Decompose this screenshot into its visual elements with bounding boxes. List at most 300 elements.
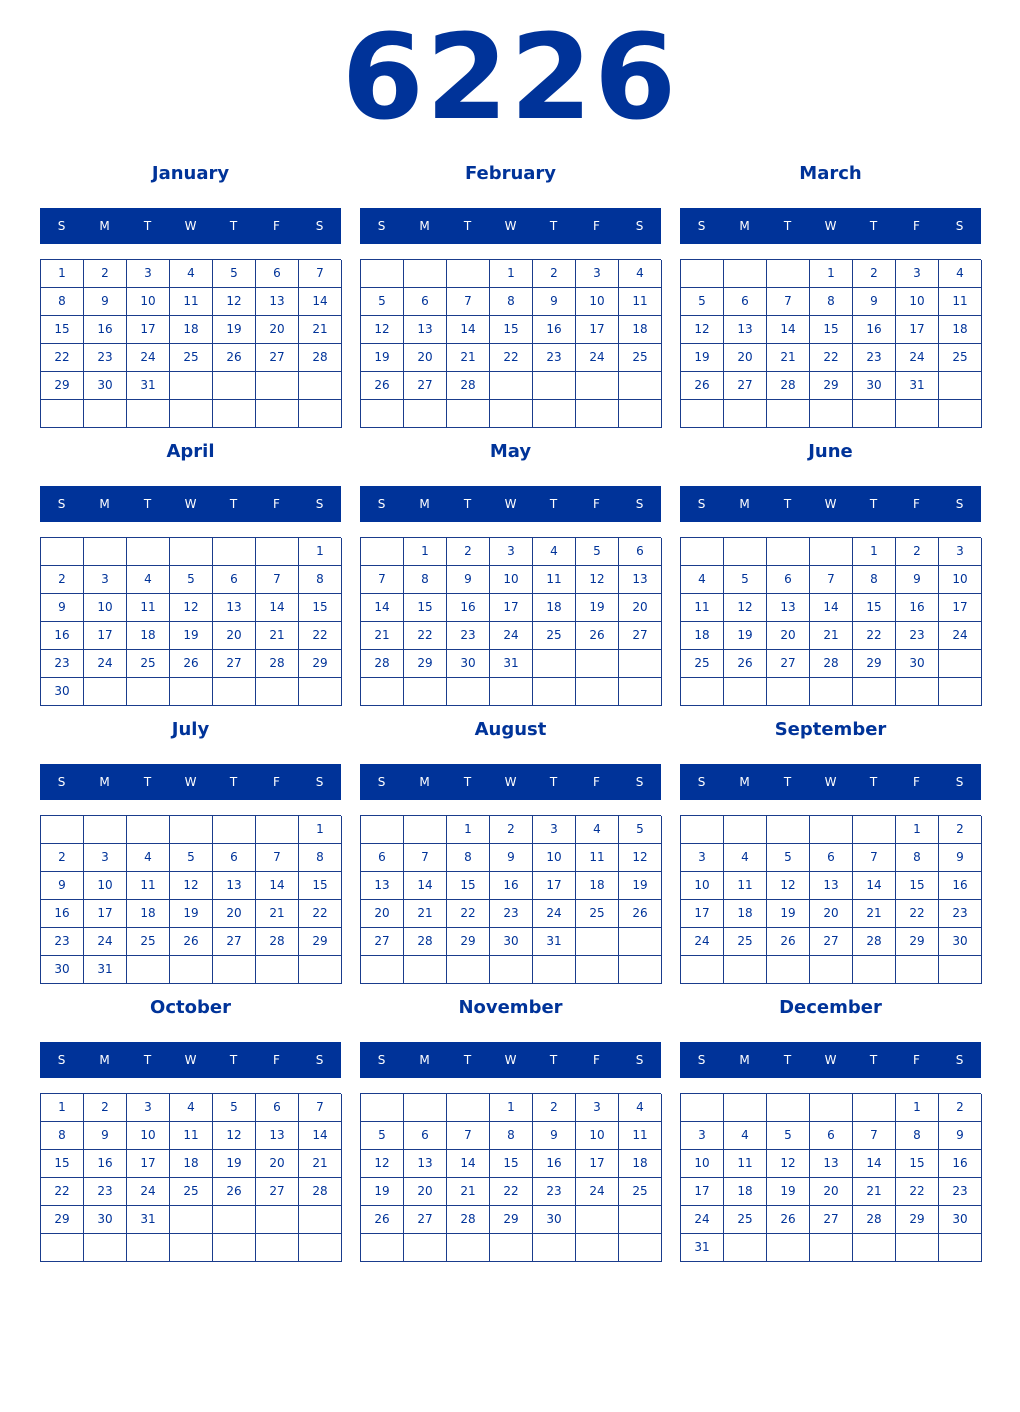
day-cell: 15 — [404, 594, 447, 622]
day-cell: 16 — [853, 316, 896, 344]
weekday-label: T — [783, 219, 792, 233]
empty-day-cell — [447, 400, 490, 428]
day-cell: 14 — [256, 594, 299, 622]
day-cell: 9 — [533, 1122, 576, 1150]
empty-day-cell — [939, 1234, 982, 1262]
day-cell: 25 — [939, 344, 982, 372]
weekday-label: F — [273, 497, 280, 511]
day-cell: 18 — [619, 1150, 662, 1178]
day-cell: 19 — [361, 1178, 404, 1206]
weekday-label: F — [913, 775, 920, 789]
day-cell: 25 — [724, 928, 767, 956]
weekday-label: W — [184, 775, 197, 789]
weekday-header — [680, 1042, 981, 1078]
day-cell: 23 — [41, 650, 84, 678]
day-cell: 21 — [299, 316, 342, 344]
weekday-label: S — [635, 219, 644, 233]
day-cell: 12 — [619, 844, 662, 872]
day-cell: 15 — [447, 872, 490, 900]
day-cell: 21 — [361, 622, 404, 650]
day-cell: 27 — [361, 928, 404, 956]
weekday-label: W — [824, 219, 837, 233]
day-cell: 8 — [853, 566, 896, 594]
empty-day-cell — [724, 538, 767, 566]
month-july — [40, 718, 341, 982]
day-cell: 9 — [84, 288, 127, 316]
weekday-label: T — [143, 775, 152, 789]
day-cell: 25 — [127, 650, 170, 678]
empty-day-cell — [853, 678, 896, 706]
empty-day-cell — [84, 816, 127, 844]
day-cell: 17 — [490, 594, 533, 622]
day-cell: 1 — [404, 538, 447, 566]
day-cell: 4 — [724, 844, 767, 872]
month-name: May — [489, 441, 532, 462]
day-cell: 16 — [84, 316, 127, 344]
empty-day-cell — [170, 1234, 213, 1262]
empty-day-cell — [299, 400, 342, 428]
empty-day-cell — [490, 400, 533, 428]
day-cell: 23 — [939, 1178, 982, 1206]
day-cell: 29 — [447, 928, 490, 956]
day-cell: 22 — [490, 344, 533, 372]
day-cell: 17 — [896, 316, 939, 344]
day-cell: 15 — [41, 1150, 84, 1178]
weekday-label: S — [635, 497, 644, 511]
weekday-label: W — [504, 497, 517, 511]
empty-day-cell — [41, 1234, 84, 1262]
empty-day-cell — [447, 1094, 490, 1122]
day-cell: 30 — [939, 1206, 982, 1234]
empty-day-cell — [576, 650, 619, 678]
day-cell: 24 — [84, 928, 127, 956]
weekday-label: F — [913, 1053, 920, 1067]
day-cell: 25 — [576, 900, 619, 928]
weekday-header — [40, 486, 341, 522]
weekday-label: T — [783, 775, 792, 789]
day-cell: 6 — [810, 844, 853, 872]
day-cell: 21 — [256, 900, 299, 928]
day-cell: 16 — [41, 622, 84, 650]
day-cell: 28 — [404, 928, 447, 956]
month-name: February — [464, 163, 557, 184]
month-august — [360, 718, 661, 982]
day-cell: 18 — [724, 900, 767, 928]
empty-day-cell — [939, 678, 982, 706]
empty-day-cell — [41, 400, 84, 428]
day-cell: 12 — [576, 566, 619, 594]
day-cell: 31 — [84, 956, 127, 984]
weekday-header — [360, 1042, 661, 1078]
empty-day-cell — [619, 1234, 662, 1262]
weekday-label: T — [869, 775, 878, 789]
day-cell: 6 — [361, 844, 404, 872]
empty-day-cell — [41, 816, 84, 844]
empty-day-cell — [681, 956, 724, 984]
day-cell: 30 — [41, 678, 84, 706]
day-cell: 6 — [404, 1122, 447, 1150]
empty-day-cell — [213, 1234, 256, 1262]
weekday-label: F — [593, 775, 600, 789]
empty-day-cell — [127, 400, 170, 428]
day-cell: 27 — [256, 344, 299, 372]
day-cell: 13 — [256, 288, 299, 316]
day-cell: 15 — [299, 594, 342, 622]
day-cell: 24 — [127, 344, 170, 372]
day-cell: 4 — [170, 1094, 213, 1122]
day-cell: 14 — [853, 1150, 896, 1178]
day-cell: 26 — [170, 650, 213, 678]
day-cell: 13 — [361, 872, 404, 900]
empty-day-cell — [533, 372, 576, 400]
day-cell: 2 — [533, 1094, 576, 1122]
day-cell: 2 — [84, 260, 127, 288]
day-cell: 27 — [810, 1206, 853, 1234]
day-cell: 14 — [810, 594, 853, 622]
empty-day-cell — [724, 260, 767, 288]
empty-day-cell — [619, 928, 662, 956]
empty-day-cell — [533, 650, 576, 678]
weekday-label: T — [463, 1053, 472, 1067]
empty-day-cell — [361, 1094, 404, 1122]
day-cell: 25 — [170, 1178, 213, 1206]
day-cell: 8 — [896, 844, 939, 872]
empty-day-cell — [213, 1206, 256, 1234]
empty-day-cell — [767, 1234, 810, 1262]
day-cell: 9 — [41, 594, 84, 622]
empty-day-cell — [256, 1206, 299, 1234]
day-cell: 15 — [896, 1150, 939, 1178]
day-cell: 10 — [127, 1122, 170, 1150]
day-cell: 25 — [533, 622, 576, 650]
day-grid — [680, 815, 981, 984]
empty-day-cell — [767, 400, 810, 428]
day-cell: 7 — [853, 1122, 896, 1150]
empty-day-cell — [127, 1234, 170, 1262]
day-cell: 13 — [213, 594, 256, 622]
day-cell: 30 — [84, 1206, 127, 1234]
day-cell: 27 — [404, 1206, 447, 1234]
day-cell: 12 — [213, 1122, 256, 1150]
month-name: March — [799, 163, 862, 184]
day-cell: 18 — [533, 594, 576, 622]
empty-day-cell — [619, 956, 662, 984]
day-cell: 19 — [724, 622, 767, 650]
empty-day-cell — [127, 816, 170, 844]
day-cell: 29 — [299, 650, 342, 678]
day-cell: 8 — [896, 1122, 939, 1150]
day-grid — [40, 815, 341, 984]
day-cell: 4 — [127, 566, 170, 594]
day-cell: 21 — [853, 1178, 896, 1206]
weekday-label: S — [57, 1053, 66, 1067]
empty-day-cell — [299, 1206, 342, 1234]
day-cell: 28 — [299, 344, 342, 372]
day-cell: 7 — [810, 566, 853, 594]
day-cell: 13 — [404, 1150, 447, 1178]
day-cell: 7 — [404, 844, 447, 872]
day-cell: 7 — [299, 1094, 342, 1122]
empty-day-cell — [170, 538, 213, 566]
day-cell: 10 — [939, 566, 982, 594]
empty-day-cell — [84, 1234, 127, 1262]
day-cell: 27 — [256, 1178, 299, 1206]
day-cell: 18 — [127, 622, 170, 650]
day-cell: 26 — [724, 650, 767, 678]
empty-day-cell — [361, 678, 404, 706]
day-cell: 31 — [533, 928, 576, 956]
day-grid — [360, 537, 661, 706]
empty-day-cell — [41, 538, 84, 566]
empty-day-cell — [490, 372, 533, 400]
empty-day-cell — [576, 678, 619, 706]
empty-day-cell — [84, 678, 127, 706]
day-cell: 26 — [213, 344, 256, 372]
day-cell: 16 — [939, 1150, 982, 1178]
empty-day-cell — [533, 400, 576, 428]
day-cell: 21 — [853, 900, 896, 928]
weekday-header — [40, 764, 341, 800]
day-cell: 10 — [681, 872, 724, 900]
day-cell: 12 — [361, 1150, 404, 1178]
day-cell: 26 — [361, 372, 404, 400]
day-cell: 20 — [404, 344, 447, 372]
empty-day-cell — [810, 678, 853, 706]
day-cell: 14 — [361, 594, 404, 622]
weekday-label: W — [184, 219, 197, 233]
weekday-label: F — [273, 775, 280, 789]
day-cell: 14 — [767, 316, 810, 344]
day-cell: 30 — [939, 928, 982, 956]
day-cell: 15 — [299, 872, 342, 900]
empty-day-cell — [170, 816, 213, 844]
day-cell: 28 — [853, 928, 896, 956]
month-november — [360, 996, 661, 1260]
day-cell: 20 — [767, 622, 810, 650]
empty-day-cell — [213, 372, 256, 400]
day-cell: 31 — [127, 1206, 170, 1234]
day-cell: 26 — [576, 622, 619, 650]
empty-day-cell — [256, 372, 299, 400]
empty-day-cell — [213, 538, 256, 566]
weekday-label: F — [913, 219, 920, 233]
day-cell: 17 — [84, 900, 127, 928]
day-cell: 10 — [681, 1150, 724, 1178]
empty-day-cell — [361, 538, 404, 566]
weekday-label: W — [504, 219, 517, 233]
day-cell: 29 — [404, 650, 447, 678]
day-cell: 17 — [576, 316, 619, 344]
weekday-header — [40, 1042, 341, 1078]
day-cell: 13 — [619, 566, 662, 594]
day-cell: 11 — [619, 288, 662, 316]
month-name: November — [458, 997, 563, 1018]
day-cell: 1 — [299, 538, 342, 566]
day-cell: 10 — [576, 1122, 619, 1150]
empty-day-cell — [404, 1094, 447, 1122]
day-cell: 28 — [447, 372, 490, 400]
day-cell: 2 — [896, 538, 939, 566]
day-cell: 23 — [939, 900, 982, 928]
day-cell: 17 — [84, 622, 127, 650]
weekday-label: S — [377, 219, 386, 233]
empty-day-cell — [767, 956, 810, 984]
day-cell: 19 — [213, 316, 256, 344]
day-grid — [680, 537, 981, 706]
day-cell: 7 — [299, 260, 342, 288]
empty-day-cell — [213, 678, 256, 706]
day-cell: 13 — [256, 1122, 299, 1150]
day-cell: 19 — [170, 622, 213, 650]
month-name: September — [774, 719, 887, 740]
day-cell: 16 — [41, 900, 84, 928]
day-cell: 21 — [810, 622, 853, 650]
day-cell: 4 — [127, 844, 170, 872]
day-cell: 28 — [447, 1206, 490, 1234]
weekday-label: M — [99, 775, 110, 789]
day-cell: 23 — [447, 622, 490, 650]
empty-day-cell — [810, 956, 853, 984]
day-cell: 27 — [767, 650, 810, 678]
empty-day-cell — [490, 956, 533, 984]
empty-day-cell — [767, 538, 810, 566]
weekday-label: T — [463, 775, 472, 789]
empty-day-cell — [810, 1234, 853, 1262]
empty-day-cell — [256, 538, 299, 566]
day-cell: 7 — [256, 566, 299, 594]
day-cell: 23 — [533, 344, 576, 372]
empty-day-cell — [256, 816, 299, 844]
day-cell: 21 — [447, 344, 490, 372]
day-cell: 7 — [447, 1122, 490, 1150]
day-cell: 5 — [213, 260, 256, 288]
day-cell: 9 — [939, 1122, 982, 1150]
empty-day-cell — [533, 1234, 576, 1262]
empty-day-cell — [576, 1206, 619, 1234]
day-cell: 14 — [299, 1122, 342, 1150]
day-cell: 2 — [853, 260, 896, 288]
empty-day-cell — [810, 816, 853, 844]
day-cell: 25 — [170, 344, 213, 372]
weekday-label: T — [549, 1053, 558, 1067]
day-cell: 28 — [853, 1206, 896, 1234]
day-cell: 6 — [810, 1122, 853, 1150]
month-name: October — [150, 997, 231, 1018]
day-cell: 29 — [299, 928, 342, 956]
day-cell: 1 — [896, 816, 939, 844]
empty-day-cell — [256, 1234, 299, 1262]
day-cell: 5 — [213, 1094, 256, 1122]
empty-day-cell — [361, 1234, 404, 1262]
month-name: December — [779, 997, 882, 1018]
empty-day-cell — [361, 956, 404, 984]
day-cell: 1 — [41, 260, 84, 288]
weekday-label: T — [229, 219, 238, 233]
day-cell: 3 — [127, 260, 170, 288]
empty-day-cell — [84, 538, 127, 566]
empty-day-cell — [170, 956, 213, 984]
day-cell: 24 — [681, 1206, 724, 1234]
day-cell: 19 — [619, 872, 662, 900]
month-name: January — [151, 163, 230, 184]
day-cell: 14 — [299, 288, 342, 316]
day-cell: 9 — [41, 872, 84, 900]
day-cell: 4 — [939, 260, 982, 288]
day-cell: 30 — [896, 650, 939, 678]
day-cell: 2 — [84, 1094, 127, 1122]
day-cell: 8 — [41, 1122, 84, 1150]
day-cell: 1 — [490, 1094, 533, 1122]
day-cell: 29 — [490, 1206, 533, 1234]
month-name: June — [808, 441, 853, 462]
weekday-label: W — [184, 497, 197, 511]
weekday-label: S — [697, 775, 706, 789]
day-cell: 10 — [576, 288, 619, 316]
day-cell: 20 — [256, 316, 299, 344]
day-cell: 27 — [404, 372, 447, 400]
day-cell: 2 — [41, 566, 84, 594]
weekday-label: M — [99, 497, 110, 511]
day-cell: 12 — [170, 594, 213, 622]
year-title: 6226 — [341, 8, 679, 146]
day-cell: 16 — [533, 1150, 576, 1178]
day-cell: 9 — [84, 1122, 127, 1150]
empty-day-cell — [724, 1094, 767, 1122]
weekday-label: T — [229, 497, 238, 511]
day-cell: 9 — [447, 566, 490, 594]
day-cell: 18 — [619, 316, 662, 344]
empty-day-cell — [404, 678, 447, 706]
day-cell: 16 — [533, 316, 576, 344]
day-cell: 25 — [681, 650, 724, 678]
weekday-label: T — [229, 1053, 238, 1067]
day-cell: 15 — [490, 1150, 533, 1178]
day-cell: 10 — [127, 288, 170, 316]
day-cell: 30 — [41, 956, 84, 984]
day-cell: 30 — [533, 1206, 576, 1234]
empty-day-cell — [170, 1206, 213, 1234]
day-cell: 18 — [127, 900, 170, 928]
day-grid — [680, 1093, 981, 1262]
day-cell: 7 — [447, 288, 490, 316]
day-cell: 4 — [619, 260, 662, 288]
day-cell: 24 — [576, 344, 619, 372]
empty-day-cell — [724, 956, 767, 984]
month-december — [680, 996, 981, 1260]
day-cell: 5 — [619, 816, 662, 844]
weekday-label: S — [955, 219, 964, 233]
day-cell: 4 — [533, 538, 576, 566]
weekday-label: S — [697, 219, 706, 233]
day-cell: 7 — [256, 844, 299, 872]
weekday-label: T — [869, 1053, 878, 1067]
day-cell: 19 — [767, 1178, 810, 1206]
day-cell: 14 — [853, 872, 896, 900]
weekday-label: T — [869, 219, 878, 233]
day-cell: 13 — [404, 316, 447, 344]
day-cell: 14 — [447, 316, 490, 344]
weekday-header — [360, 764, 661, 800]
empty-day-cell — [576, 400, 619, 428]
empty-day-cell — [939, 372, 982, 400]
day-grid — [360, 259, 661, 428]
empty-day-cell — [361, 816, 404, 844]
empty-day-cell — [576, 928, 619, 956]
day-cell: 23 — [896, 622, 939, 650]
day-cell: 20 — [361, 900, 404, 928]
empty-day-cell — [724, 1234, 767, 1262]
day-cell: 17 — [939, 594, 982, 622]
